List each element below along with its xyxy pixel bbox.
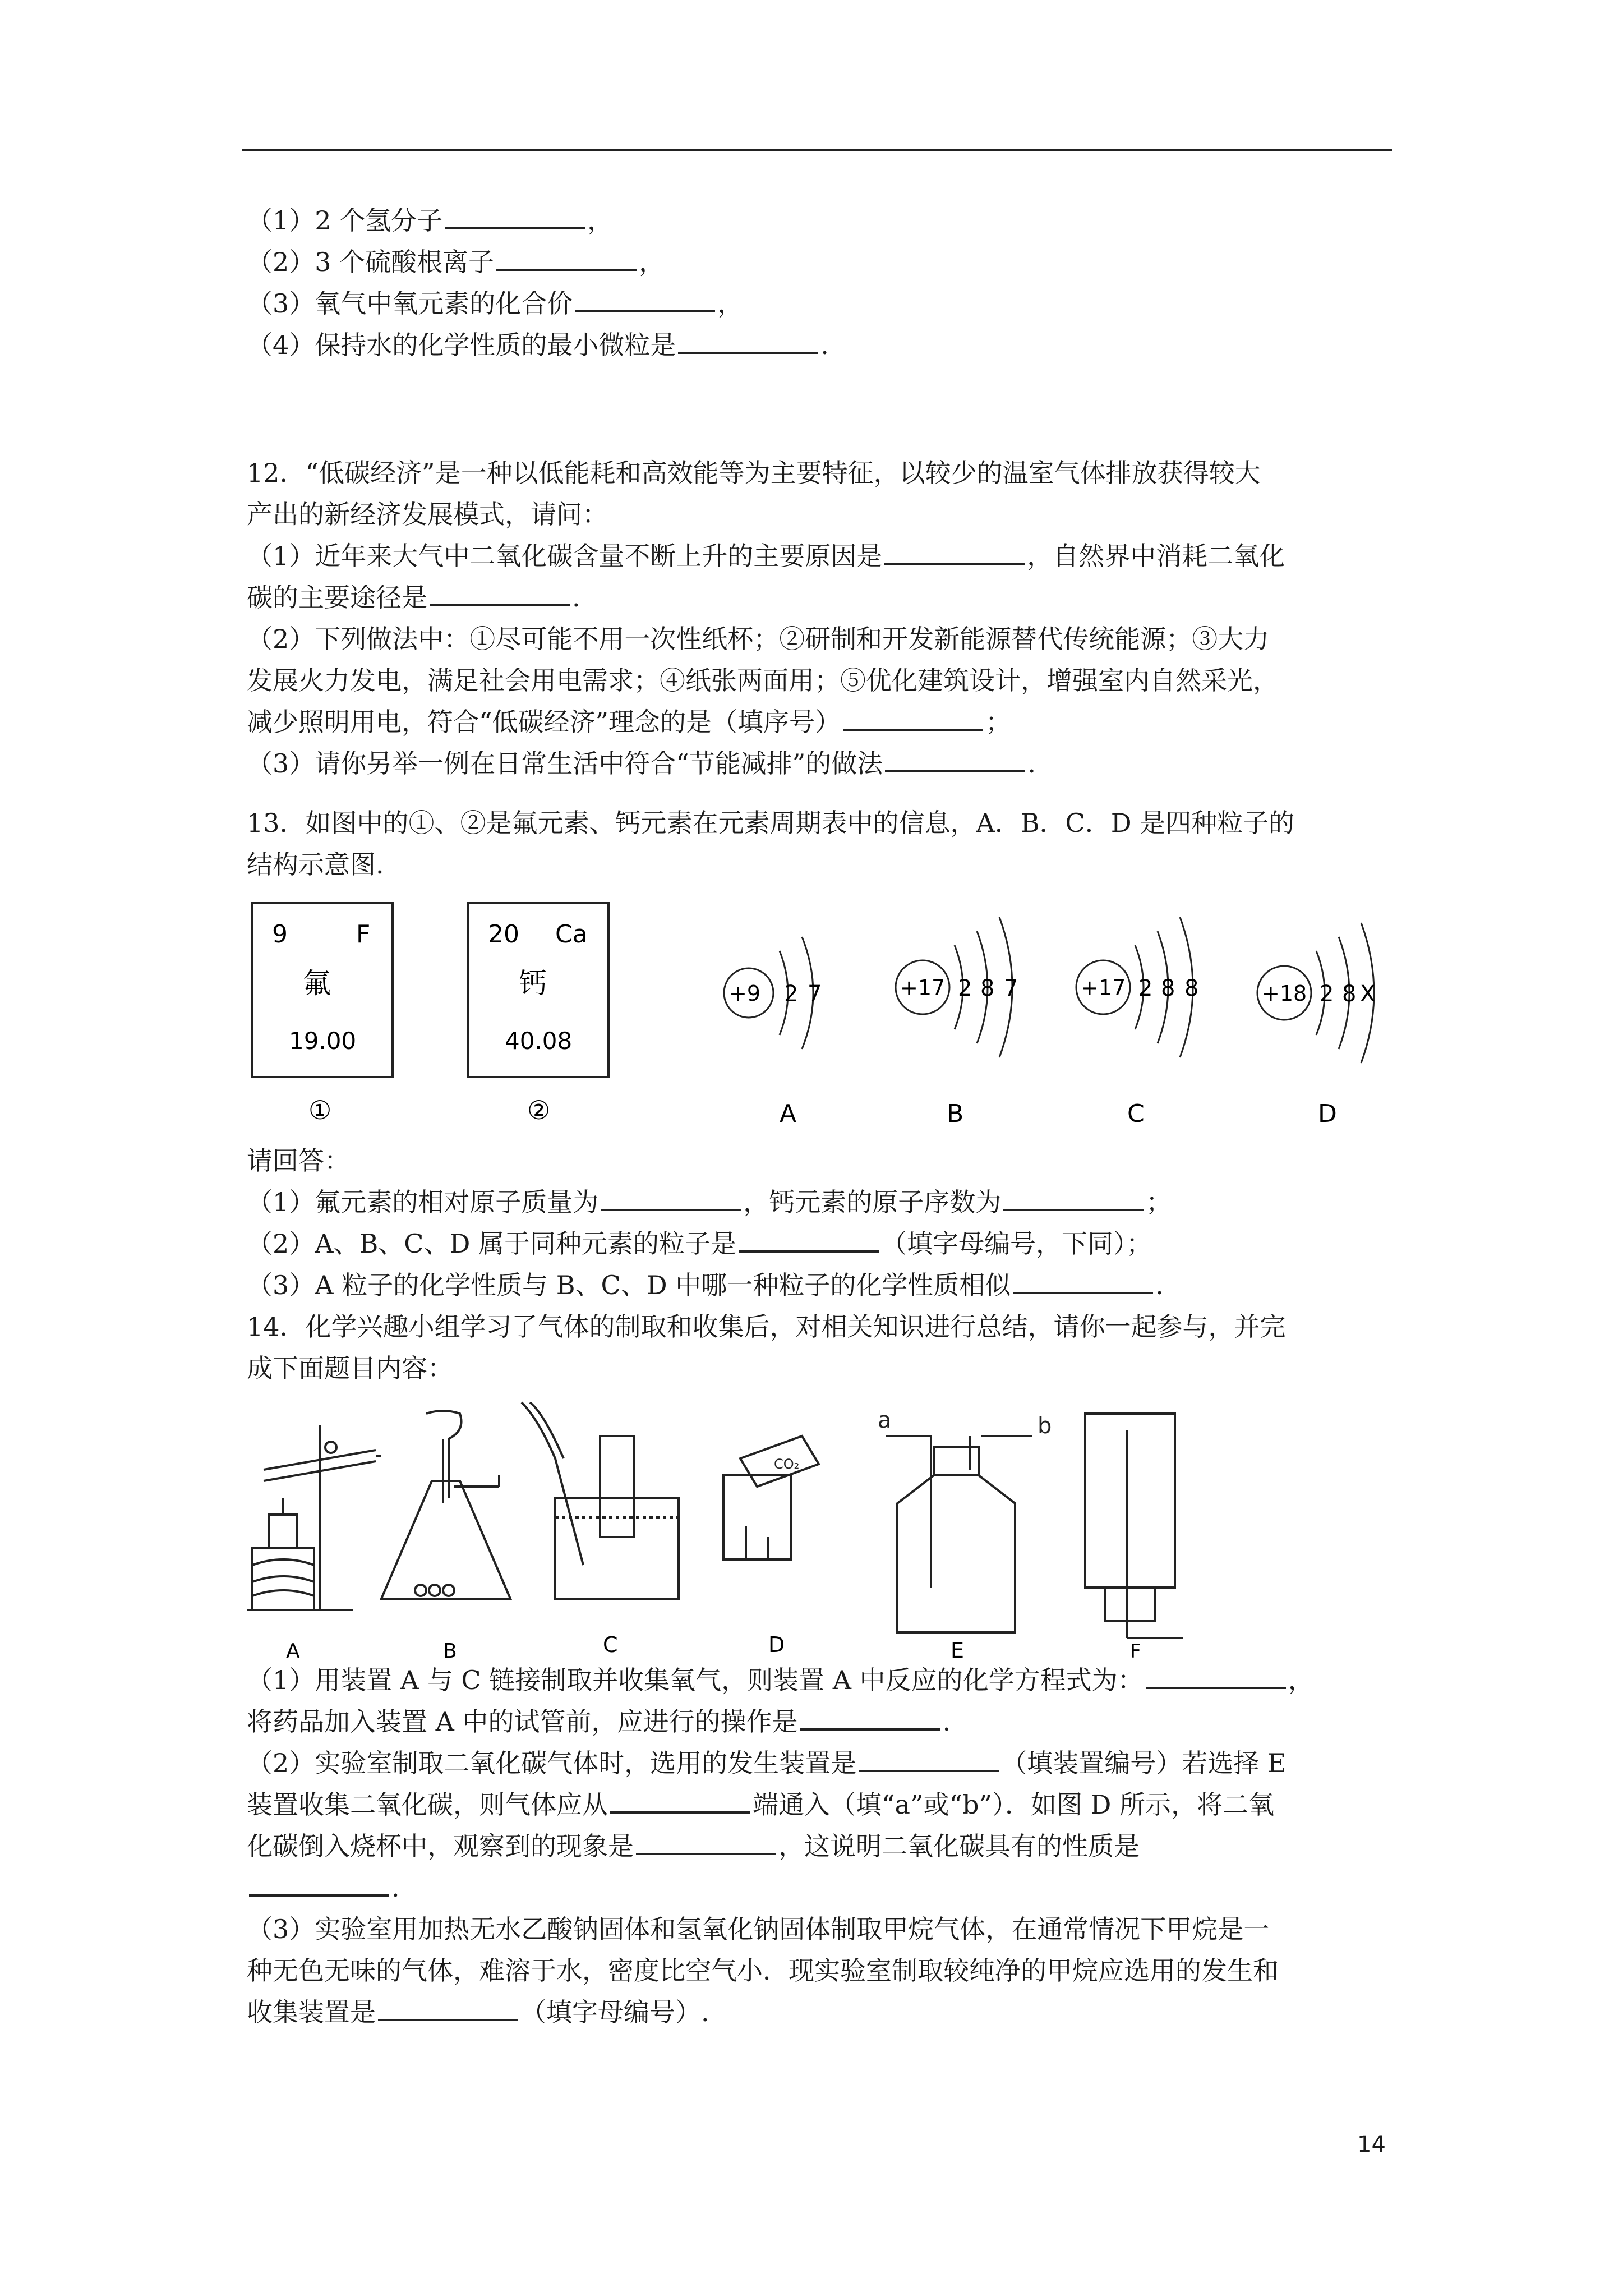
q11-item-1: （1）2 个氢分子 ， [247, 205, 614, 236]
answer-blank[interactable] [378, 2013, 518, 2021]
q14-part-1-cont: 将药品加入装置 A 中的试管前，应进行的操作是 . [247, 1706, 951, 1737]
answer-blank[interactable] [859, 1764, 999, 1772]
q14-part-2-cont: 装置收集二氧化碳，则气体应从 端通入（填“a”或“b”）．如图 D 所示，将二氧 [247, 1789, 1275, 1820]
answer-blank[interactable] [610, 1806, 750, 1814]
svg-text:钙: 钙 [519, 967, 547, 1000]
q13-stem-2: 结构示意图. [247, 849, 384, 880]
answer-blank[interactable] [678, 346, 818, 354]
q12-part-2: （2）下列做法中：①尽可能不用一次性纸杯；②研制和开发新能源替代传统能源；③大力 [247, 624, 1270, 654]
apparatus-a [247, 1425, 381, 1610]
answer-blank[interactable] [249, 1889, 389, 1897]
q12-part-1-cont: 碳的主要途径是 . [247, 582, 580, 613]
header-rule [242, 149, 1392, 151]
q12-part-2-cont: 发展火力发电，满足社会用电需求；④纸张两面用；⑤优化建筑设计，增强室内自然采光， [247, 665, 1279, 696]
svg-text:X: X [1360, 981, 1376, 1007]
answer-blank[interactable] [739, 1245, 879, 1253]
answer-blank[interactable] [636, 1847, 776, 1855]
svg-text:+18: +18 [1262, 981, 1307, 1006]
answer-blank[interactable] [496, 263, 637, 271]
periodic-cell-fluorine [252, 903, 393, 1125]
svg-text:C: C [603, 1632, 618, 1657]
answer-blank[interactable] [601, 1203, 741, 1211]
q11-item-3: （3）氧气中氧元素的化合价 ， [247, 288, 744, 319]
answer-blank[interactable] [1003, 1203, 1144, 1211]
q13-stem-1: 13．如图中的①、②是氟元素、钙元素在元素周期表中的信息，A．B．C．D 是四种粒子的 [247, 808, 1295, 838]
svg-text:8: 8 [1342, 981, 1357, 1007]
svg-text:A: A [286, 1640, 300, 1660]
svg-text:40.08: 40.08 [505, 1027, 573, 1055]
svg-text:a: a [878, 1407, 892, 1433]
atom-diagram-c [1076, 917, 1198, 1128]
q14-part-1: （1）用装置 A 与 C 链接制取并收集氧气，则装置 A 中反应的化学方程式为： ， [247, 1665, 1314, 1695]
svg-text:②: ② [527, 1095, 551, 1125]
q13-answer-2: （2）A、B、C、D 属于同种元素的粒子是 （填字母编号，下同）； [247, 1228, 1152, 1259]
svg-text:20: 20 [488, 920, 519, 949]
apparatus-b [381, 1411, 510, 1599]
periodic-cell-calcium [468, 903, 608, 1125]
q14-part-2-cont: . [247, 1868, 400, 1907]
svg-text:D: D [768, 1632, 785, 1657]
q14-part-3: （3）实验室用加热无水乙酸钠固体和氢氧化钠固体制取甲烷气体，在通常情况下甲烷是一 [247, 1914, 1270, 1944]
page-number: 14 [1357, 2132, 1386, 2157]
q11-item-2: （2）3 个硫酸根离子 ， [247, 247, 665, 277]
answer-blank[interactable] [843, 723, 983, 731]
q14-stem-2: 成下面题目内容： [247, 1353, 453, 1383]
answer-blank[interactable] [575, 305, 715, 312]
svg-text:2: 2 [958, 976, 972, 1001]
svg-text:8: 8 [980, 976, 995, 1001]
svg-text:8: 8 [1184, 976, 1199, 1001]
apparatus-c [522, 1402, 679, 1599]
svg-text:19.00: 19.00 [289, 1027, 357, 1055]
q13-answer-intro: 请回答： [247, 1145, 350, 1176]
apparatus-f [1085, 1414, 1183, 1638]
q11-item-4: （4）保持水的化学性质的最小微粒是 . [247, 330, 829, 360]
svg-text:+9: +9 [729, 981, 761, 1006]
q12-stem-1: 12．“低碳经济”是一种以低能耗和高效能等为主要特征，以较少的温室气体排放获得较大 [247, 458, 1261, 488]
q14-part-3-cont: 种无色无味的气体，难溶于水，密度比空气小．现实验室制取较纯净的甲烷应选用的发生和 [247, 1955, 1279, 1986]
answer-blank[interactable] [800, 1723, 940, 1731]
svg-text:CO₂: CO₂ [774, 1456, 800, 1472]
apparatus-e [878, 1407, 1052, 1632]
svg-text:D: D [1318, 1099, 1337, 1128]
svg-text:Ca: Ca [555, 920, 588, 949]
q12-part-2-cont: 减少照明用电，符合“低碳经济”理念的是（填序号） ； [247, 707, 1012, 737]
q14-part-3-cont: 收集装置是 （填字母编号）. [247, 1997, 709, 2027]
q14-stem-1: 14．化学兴趣小组学习了气体的制取和收集后，对相关知识进行总结，请你一起参与，并完 [247, 1312, 1286, 1342]
svg-text:2: 2 [784, 981, 799, 1007]
answer-blank[interactable] [884, 557, 1025, 565]
svg-text:B: B [947, 1099, 964, 1128]
answer-blank[interactable] [1013, 1286, 1153, 1294]
atom-diagram-d [1257, 923, 1375, 1128]
q14-apparatus-figure [241, 1397, 1195, 1660]
answer-blank[interactable] [885, 765, 1025, 772]
svg-text:7: 7 [808, 981, 822, 1007]
answer-blank[interactable] [430, 599, 570, 606]
q12-stem-2: 产出的新经济发展模式，请问： [247, 499, 608, 530]
svg-text:E: E [951, 1638, 965, 1660]
svg-text:7: 7 [1004, 976, 1018, 1001]
svg-text:B: B [443, 1640, 457, 1660]
svg-text:9: 9 [272, 920, 288, 949]
q13-answer-3: （3）A 粒子的化学性质与 B、C、D 中哪一种粒子的化学性质相似 . [247, 1270, 1164, 1300]
answer-blank[interactable] [445, 222, 585, 229]
q12-part-3: （3）请你另举一例在日常生活中符合“节能减排”的做法 . [247, 748, 1036, 779]
svg-text:F: F [1130, 1640, 1141, 1660]
atom-diagram-b [896, 917, 1018, 1128]
q12-part-1: （1）近年来大气中二氧化碳含量不断上升的主要原因是 ，自然界中消耗二氧化 [247, 541, 1285, 571]
svg-text:A: A [780, 1099, 797, 1128]
svg-text:F: F [356, 920, 371, 949]
q13-figure [241, 892, 1408, 1139]
q13-answer-1: （1）氟元素的相对原子质量为 ，钙元素的原子序数为 ； [247, 1187, 1172, 1217]
q14-part-2: （2）实验室制取二氧化碳气体时，选用的发生装置是 （填装置编号）若选择 E [247, 1748, 1287, 1778]
svg-text:氟: 氟 [303, 967, 331, 1000]
svg-text:C: C [1127, 1099, 1145, 1128]
svg-text:2: 2 [1138, 976, 1153, 1001]
svg-text:+17: +17 [900, 976, 946, 1000]
svg-text:8: 8 [1161, 976, 1175, 1001]
svg-text:b: b [1038, 1413, 1052, 1439]
q14-part-2-cont: 化碳倒入烧杯中，观察到的现象是 ，这说明二氧化碳具有的性质是 [247, 1831, 1140, 1861]
answer-blank[interactable] [1146, 1681, 1286, 1689]
svg-text:①: ① [308, 1095, 332, 1125]
svg-text:+17: +17 [1081, 976, 1126, 1000]
svg-text:2: 2 [1320, 981, 1334, 1007]
apparatus-d [723, 1436, 819, 1559]
atom-diagram-a [724, 937, 822, 1128]
